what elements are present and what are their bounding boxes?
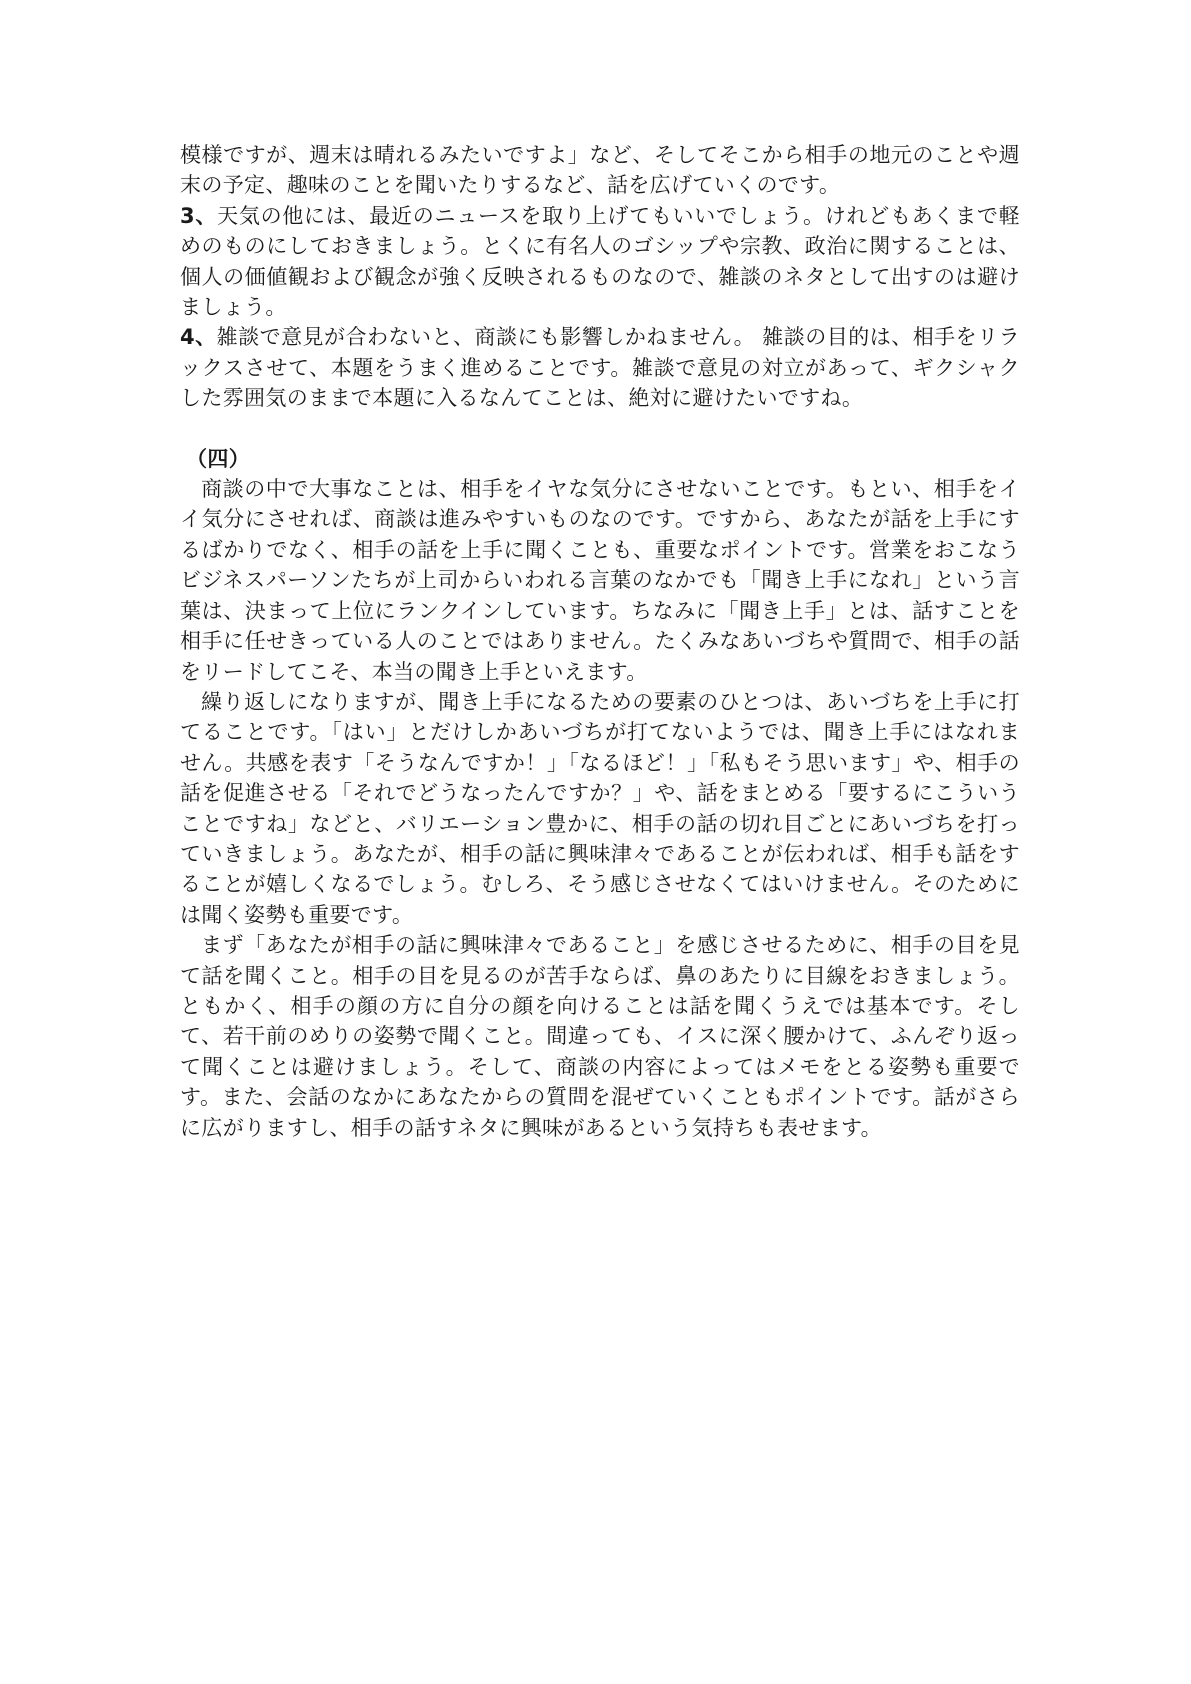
continuation-paragraph: 模様ですが、週末は晴れるみたいですよ」など、そしてそこから相手の地元のことや週末の予定、趣味のことを聞いたりするなど、話を広げていくのです。 xyxy=(180,143,1020,198)
list-item-3 xyxy=(180,201,1020,323)
section-heading: （四） xyxy=(186,446,251,471)
section-gap xyxy=(180,414,1020,444)
item-text: 天気の他には、最近のニュースを取り上げてもいいでしょう。けれどもあくまで軽めのものにしておきましょう。とくに有名人のゴシップや宗教、政治に関することは、個人の価値観および観念が強く反映されるものなので、雑談のネタとして出すのは避けましょう。 xyxy=(180,203,1020,320)
body-paragraph-2: 繰り返しになりますが、聞き上手になるための要素のひとつは、あいづちを上手に打てることです。「はい」とだけしかあいづちが打てないようでは、聞き上手にはなれません。共感を表す「そうなんですか！」「なるほど！」「私もそう思います」や、相手の話を促進させる「それでどうなったんですか？」や、話をまとめる「要するにこういうことですね」などと、バリエーション豊かに、相手の話の切れ目ごとにあいづちを打っていきましょう。あなたが、相手の話に興味津々であることが伝われば、相手も話をすることが嬉しくなるでしょう。むしろ、そう感じさせなくてはいけません。そのためには聞く姿勢も重要です。 xyxy=(180,689,1020,927)
item-number: 4、 xyxy=(180,325,217,350)
body-paragraph-1: 商談の中で大事なことは、相手をイヤな気分にさせないことです。もとい、相手をイイ気分にさせれば、商談は進みやすいものなのです。ですから、あなたが話を上手にするばかりでなく、相手の話を上手に聞くことも、重要なポイントです。営業をおこなうビジネスパーソンたちが上司からいわれる言葉のなかでも「聞き上手になれ」という言葉は、決まって上位にランクインしています。ちなみに「聞き上手」とは、話すことを相手に任せきっている人のことではありません。たくみなあいづちや質問で、相手の話をリードしてこそ、本当の聞き上手といえます。 xyxy=(180,477,1020,684)
document-page xyxy=(180,140,1020,1143)
list-item-4 xyxy=(180,322,1020,413)
body-paragraph-3: まず「あなたが相手の話に興味津々であること」を感じさせるために、相手の目を見て話を聞くこと。相手の目を見るのが苦手ならば、鼻のあたりに目線をおきましょう。ともかく、相手の顔の方に自分の顔を向けることは話を聞くうえでは基本です。そして、若干前のめりの姿勢で聞くこと。間違っても、イスに深く腰かけて、ふんぞり返って聞くことは避けましょう。そして、商談の内容によってはメモをとる姿勢も重要です。また、会話のなかにあなたからの質問を混ぜていくこともポイントです。話がさらに広がりますし、相手の話すネタに興味があるという気持ちも表せます。 xyxy=(180,933,1020,1140)
item-number: 3、 xyxy=(180,203,218,228)
item-text: 雑談で意見が合わないと、商談にも影響しかねません。 雑談の目的は、相手をリラックスさせて、本題をうまく進めることです。雑談で意見の対立があって、ギクシャクした雰囲気のままで本題に入るなんてことは、絶対に避けたいですね。 xyxy=(180,325,1020,411)
